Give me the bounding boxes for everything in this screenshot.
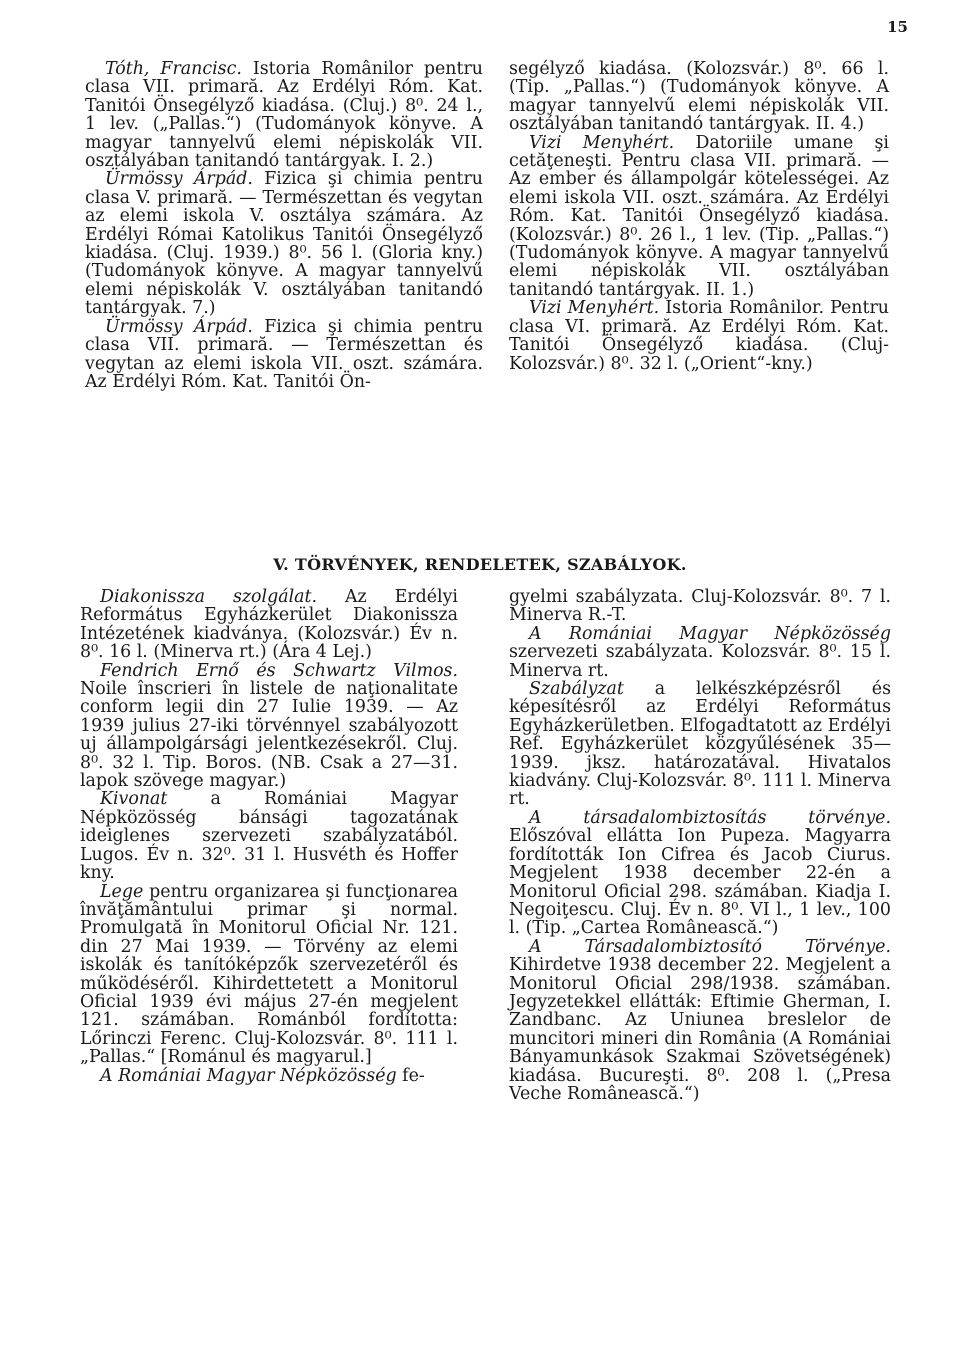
entry-author: Vizi Menyhért.: [529, 298, 660, 319]
entry-text: Fizica şi chimia pentru clasa V. primară. — Természettan és vegytan az elemi iskola V. osztálya számára. Az Erdélyi Római Katolikus Tanitói Önsegélyző kiadása. (Cluj. 1939.) 8⁰. 56 l. (Gloria kny.) (Tudományok könyve. A magyar tannyelvű elemi népiskolák V. osztályában tanitandó tantárgyak. 7.): [85, 169, 484, 319]
entry-author: Kivonat: [100, 789, 168, 810]
bibliography-entry: [509, 938, 891, 1104]
entry-author: Szabályzat: [529, 679, 624, 700]
bottom-right-column: [509, 588, 891, 1103]
bibliography-entry: [80, 883, 458, 1067]
entry-text: gyelmi szabályzata. Cluj-Kolozsvár. 8⁰. 7 l. Minerva R.-T.: [509, 587, 891, 626]
entry-author: A Társadalombiztosító Törvénye.: [529, 936, 891, 957]
entry-text: szervezeti szabályzata. Kolozsvár. 8⁰. 15 l. Minerva rt.: [509, 642, 891, 681]
entry-author: Ürmössy Árpád.: [105, 169, 253, 190]
page-number: 15: [887, 18, 908, 36]
bibliography-entry: [80, 662, 458, 791]
bibliography-entry: [80, 1067, 458, 1085]
entry-author: A Romániai Magyar Népközösség: [100, 1065, 397, 1086]
bibliography-entry: [509, 588, 891, 625]
section-title: V. TÖRVÉNYEK, RENDELETEK, SZABÁLYOK.: [273, 555, 687, 574]
bottom-left-column: [80, 588, 458, 1085]
entry-text: Előszóval ellátta Ion Pupeza. Magyarra fordították Ion Cifrea és Jacob Ciurus. Megjelent 1938 december 22-én a Monitorul Oficial 298. számában. Kiadja I. Negoiţescu. Cluj. Év n. 8⁰. VI l., 1 lev., 100 l. (Tip. „Cartea Românească.“): [509, 826, 891, 939]
bibliography-entry: [80, 588, 458, 662]
entry-author: A Romániai Magyar Népközösség: [529, 623, 891, 644]
entry-text: Kihirdetve 1938 december 22. Megjelent a Monitorul Oficial 298/1938. számában. Jegyzetekkel ellátták: Eftimie Gherman, I. Zandbanc. Az Uniunea breslelor de muncitori mineri din România (A Romániai Bányamunkások Szakmai Szövetségének) kiadása. Bucureşti. 8⁰. 208 l. („Presa Veche Românească.“): [509, 955, 891, 1104]
entry-text: Istoria Românilor pentru clasa VII. primară. Az Erdélyi Róm. Kat. Tanitói Önsegélyző kiadása. (Cluj.) 8⁰. 24 l., 1 lev. („Pallas.“) (Tudományok könyve. A magyar tannyelvű elemi népiskolák VII. osztályában tanitandó tantárgyak. I. 2.): [85, 59, 483, 172]
entry-text: a Romániai Magyar Népközösség bánsági tagozatának ideiglenes szervezeti szabályzatából. Lugos. Év n. 32⁰. 31 l. Husvéth és Hoffer kny.: [80, 789, 458, 884]
bibliography-entry: [509, 680, 891, 809]
entry-text: Datoriile umane şi cetăţeneşti. Pentru clasa VII. primară. — Az ember és állampolgár kötelességei. Az elemi iskola VII. oszt. számára. Az Erdélyi Róm. Kat. Tanitói Önsegélyző kiadása. (Kolozsvár.) 8⁰. 26 l., 1 lev. (Tip. „Pallas.“) (Tudományok könyve. A magyar tannyelvű elemi népiskolák VII. osztályában tanitandó tantárgyak. II. 1.): [509, 132, 889, 300]
entry-text: fe-: [396, 1065, 425, 1086]
bibliography-entry: [509, 809, 891, 938]
top-right-column: [509, 60, 889, 373]
bibliography-entry: [509, 299, 889, 373]
entry-text: pentru organizarea şi funcţionarea învăţământului primar şi normal. Promulgată în Monitorul Oficial Nr. 121. din 27 Mai 1939. — Törvény az elemi iskolák és tanítóképzők szervezetéről és működéséről. Kihirdettetett a Monitorul Oficial 1939 évi május 27-én megjelent 121. számában. Románból fordította: Lőrinczi Ferenc. Cluj-Kolozsvár. 8⁰. 111 l. „Pallas.“ [Románul és magyarul.]: [80, 881, 458, 1068]
entry-author: Fendrich Ernő és Schwartz Vilmos.: [100, 660, 458, 681]
entry-text: a lelkészképzésről és képesítésről az Erdélyi Református Egyházkerületben. Elfogadtatott az Erdélyi Ref. Egyházkerület közgyűlésének 35—1939. jksz. határozatával. Hivatalos kiadvány. Cluj-Kolozsvár. 8⁰. 111 l. Minerva rt.: [509, 679, 891, 810]
entry-author: Diakonissza szolgálat.: [100, 587, 318, 607]
entry-text: Istoria Românilor. Pentru clasa VI. primară. Az Erdélyi Róm. Kat. Tanitói Önsegélyző kiadása. (Cluj-Kolozsvár.) 8⁰. 32 l. („Orient“-kny.): [509, 298, 890, 374]
bibliography-entry: [509, 134, 889, 300]
entry-author: Tóth, Francisc.: [105, 59, 242, 79]
bibliography-entry: [85, 318, 483, 392]
bibliography-entry: [509, 60, 889, 134]
entry-text: segélyző kiadása. (Kolozsvár.) 8⁰. 66 l. (Tip. „Pallas.“) (Tudományok könyve. A magyar tannyelvű elemi népiskolák VII. osztályában tanitandó tantárgyak. II. 4.): [509, 59, 889, 135]
entry-author: Ürmössy Árpád.: [105, 316, 253, 337]
entry-author: Vizi Menyhért.: [529, 132, 675, 153]
entry-author: Lege: [100, 881, 144, 902]
bibliography-entry: [85, 60, 483, 170]
bibliography-entry: [85, 170, 483, 317]
bibliography-entry: [509, 625, 891, 680]
entry-text: Fizica şi chimia pentru clasa VII. primară. — Természettan és vegytan az elemi iskola VII. oszt. számára. Az Erdélyi Róm. Kat. Tanitói Ön-: [85, 316, 484, 392]
entry-text: Az Erdélyi Református Egyházkerület Diakonissza Intézetének kiadványa. (Kolozsvár.) Év n. 8⁰. 16 l. (Minerva rt.) (Ára 4 Lej.): [80, 587, 458, 663]
top-left-column: [85, 60, 483, 391]
bibliography-entry: [80, 790, 458, 882]
entry-text: Noile înscrieri în listele de naţionalitate conform legii din 27 Iulie 1939. — Az 1939 julius 27-iki törvénnyel szabályozott uj állampolgársági jelentkezésekről. Cluj. 8⁰. 32 l. Tip. Boros. (NB. Csak a 27—31. lapok szövege magyar.): [80, 679, 458, 792]
entry-author: A társadalombiztosítás törvénye.: [529, 807, 891, 828]
